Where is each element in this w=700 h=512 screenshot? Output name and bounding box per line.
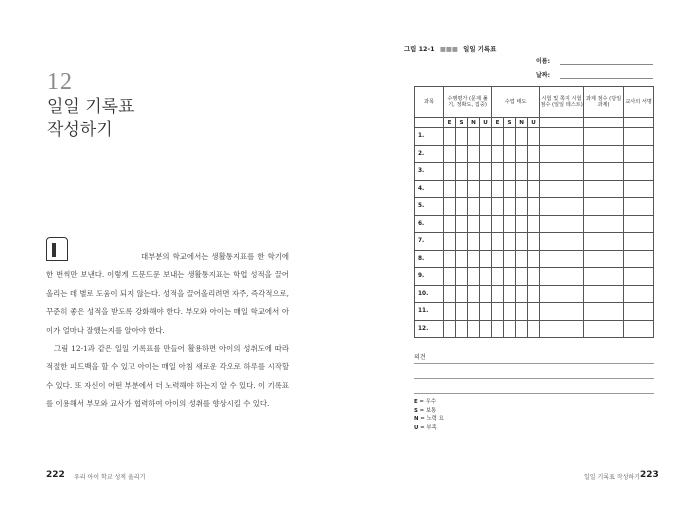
entry-cell[interactable] [456,145,468,163]
rating-letter: S [456,118,468,128]
entry-cell[interactable] [528,198,540,216]
entry-cell[interactable] [584,145,624,163]
entry-cell[interactable] [480,145,492,163]
chapter-body-text [46,248,289,414]
entry-cell[interactable] [492,145,504,163]
entry-cell[interactable] [468,180,480,198]
rating-letter: U [480,118,492,128]
entry-cell[interactable] [516,320,528,338]
row-number: 8. [415,250,444,268]
row-number: 3. [415,163,444,181]
entry-cell[interactable] [444,128,456,146]
entry-cell[interactable] [624,250,654,268]
entry-cell[interactable] [492,320,504,338]
header-subject: 과목 [415,87,444,118]
entry-cell[interactable] [540,285,584,303]
entry-cell[interactable] [584,303,624,321]
entry-cell[interactable] [504,145,516,163]
entry-cell[interactable] [528,268,540,286]
entry-cell[interactable] [468,145,480,163]
rating-letter: N [516,118,528,128]
figure-prefix: 그림 12-1 [404,45,435,53]
rating-letter: S [504,118,516,128]
entry-cell[interactable] [456,320,468,338]
header-homework: 과제 점수 (당일 과제) [584,87,624,118]
entry-cell[interactable] [444,268,456,286]
name-label: 이름: [536,58,550,65]
entry-cell[interactable] [516,163,528,181]
header-attitude: 수업 태도 [492,87,540,118]
entry-cell[interactable] [528,128,540,146]
entry-cell[interactable] [456,180,468,198]
rating-letter: E [492,118,504,128]
entry-cell[interactable] [516,285,528,303]
entry-cell[interactable] [480,215,492,233]
legend-item-u: U = 부족 [414,424,437,431]
entry-cell[interactable] [624,303,654,321]
entry-cell[interactable] [444,285,456,303]
entry-cell[interactable] [456,268,468,286]
entry-cell[interactable] [480,233,492,251]
entry-cell[interactable] [480,268,492,286]
entry-cell[interactable] [504,128,516,146]
entry-cell[interactable] [456,285,468,303]
entry-cell[interactable] [504,250,516,268]
entry-cell[interactable] [528,145,540,163]
entry-cell[interactable] [444,215,456,233]
entry-cell[interactable] [444,250,456,268]
entry-cell[interactable] [516,250,528,268]
legend-u-text: 부족 [426,424,437,431]
entry-cell[interactable] [504,233,516,251]
row-number: 2. [415,145,444,163]
entry-cell[interactable] [528,215,540,233]
entry-cell[interactable] [444,320,456,338]
entry-cell[interactable] [504,268,516,286]
entry-cell[interactable] [540,145,584,163]
entry-cell[interactable] [456,198,468,216]
entry-cell[interactable] [492,233,504,251]
entry-cell[interactable] [624,233,654,251]
entry-cell[interactable] [540,180,584,198]
chapter-title-line2: 작성하기 [47,120,113,140]
row-number: 6. [415,215,444,233]
rating-legend [414,398,444,432]
entry-cell[interactable] [504,198,516,216]
table-header-row [415,87,654,118]
figure-dots-icon: ■■■ [439,45,458,53]
entry-cell[interactable] [584,285,624,303]
entry-cell[interactable] [468,303,480,321]
entry-cell[interactable] [480,250,492,268]
entry-cell[interactable] [528,250,540,268]
opinion-line [414,363,654,364]
daily-record-table [414,86,654,338]
entry-cell[interactable] [584,180,624,198]
entry-cell[interactable] [528,180,540,198]
entry-cell[interactable] [504,285,516,303]
table-row [415,128,654,146]
entry-cell[interactable] [584,320,624,338]
entry-cell[interactable] [624,163,654,181]
table-row [415,268,654,286]
table-row [415,198,654,216]
rating-letter: N [468,118,480,128]
entry-cell[interactable] [584,250,624,268]
entry-cell[interactable] [456,303,468,321]
entry-cell[interactable] [492,303,504,321]
entry-cell[interactable] [444,163,456,181]
entry-cell[interactable] [468,128,480,146]
page-number-right: 223 [640,470,659,480]
entry-cell[interactable] [528,303,540,321]
entry-cell[interactable] [492,163,504,181]
entry-cell[interactable] [480,180,492,198]
row-number: 5. [415,198,444,216]
entry-cell[interactable] [528,233,540,251]
entry-cell[interactable] [516,303,528,321]
entry-cell[interactable] [468,215,480,233]
entry-cell[interactable] [540,233,584,251]
row-number: 1. [415,128,444,146]
entry-cell[interactable] [584,215,624,233]
entry-cell[interactable] [624,180,654,198]
entry-cell[interactable] [528,163,540,181]
blank-cell [415,118,444,128]
row-number: 7. [415,233,444,251]
entry-cell[interactable] [540,198,584,216]
entry-cell[interactable] [504,320,516,338]
rating-letter: U [528,118,540,128]
entry-cell[interactable] [624,285,654,303]
entry-cell[interactable] [516,215,528,233]
entry-cell[interactable] [516,268,528,286]
entry-cell[interactable] [492,128,504,146]
header-teacher: 교사의 서명 [624,87,654,118]
entry-cell[interactable] [624,128,654,146]
blank-cell [584,118,624,128]
entry-cell[interactable] [468,285,480,303]
entry-cell[interactable] [492,198,504,216]
entry-cell[interactable] [516,128,528,146]
figure-title: 일일 기록표 [463,45,497,53]
date-label: 날짜: [536,72,550,79]
entry-cell[interactable] [516,198,528,216]
legend-item-s: S = 보통 [414,407,437,414]
table-row [415,163,654,181]
blank-cell [624,118,654,128]
entry-cell[interactable] [492,180,504,198]
running-head-right: 일일 기록표 작성하기 [584,474,640,481]
entry-cell[interactable] [456,128,468,146]
entry-cell[interactable] [528,320,540,338]
legend-item-n: N = 노력 요 [414,416,444,423]
entry-cell[interactable] [540,215,584,233]
entry-cell[interactable] [480,303,492,321]
header-quiz: 시험 및 쪽지 시험 점수 (일일 테스트) [540,87,584,118]
opinion-line [414,378,654,379]
entry-cell[interactable] [504,180,516,198]
table-row [415,250,654,268]
entry-cell[interactable] [492,215,504,233]
entry-cell[interactable] [540,163,584,181]
entry-cell[interactable] [456,233,468,251]
entry-cell[interactable] [584,128,624,146]
table-row [415,180,654,198]
opinion-line [414,393,654,394]
entry-cell[interactable] [516,145,528,163]
entry-cell[interactable] [584,198,624,216]
entry-cell[interactable] [540,128,584,146]
table-row [415,320,654,338]
row-number: 4. [415,180,444,198]
entry-cell[interactable] [540,268,584,286]
entry-cell[interactable] [480,285,492,303]
entry-cell[interactable] [624,320,654,338]
page-number-left: 222 [46,470,65,480]
entry-cell[interactable] [492,250,504,268]
table-row [415,303,654,321]
body-paragraph-1: 대부분의 학교에서는 생활통지표를 한 학기에 한 번씩만 보낸다. 이렇게 드문드문 보내는 생활통지표는 학업 성적을 끌어올리는 데 별로 도움이 되지 않는다. 성적을 끌어올리려면 자주, 즉각적으로, 꾸준히 좋은 성적을 받도록 강화해야 한다. 부모와 아이는 매일 학교에서 아이가 얼마나 잘했는지를 알아야 한다. [46,252,289,335]
entry-cell[interactable] [624,198,654,216]
entry-cell[interactable] [456,215,468,233]
table-row [415,233,654,251]
body-paragraph-2: 그림 12-1과 같은 일일 기록표를 만들어 활용하면 아이의 성취도에 따라 적절한 피드백을 할 수 있고 아이는 매일 아침 새로운 각오로 하루를 시작할 수 있다. 또 자신이 어떤 부분에서 더 노력해야 하는지 알 수 있다. 이 기록표를 이용해서 부모와 교사가 협력하여 아이의 성취를 향상시킬 수 있다. [46,344,289,409]
entry-cell[interactable] [468,198,480,216]
blank-cell [540,118,584,128]
running-head-left: 우리 아이 학교 성적 올리기 [74,474,146,481]
opinion-label: 의견 [414,354,426,361]
legend-s-text: 보통 [425,407,437,414]
entry-cell[interactable] [444,180,456,198]
entry-cell[interactable] [456,250,468,268]
entry-cell[interactable] [492,285,504,303]
legend-item-e: E = 우수 [414,399,437,405]
table-row [415,215,654,233]
entry-cell[interactable] [624,215,654,233]
row-number: 10. [415,285,444,303]
rating-letter: E [444,118,456,128]
entry-cell[interactable] [584,233,624,251]
entry-cell[interactable] [468,320,480,338]
table-row [415,145,654,163]
entry-cell[interactable] [468,250,480,268]
entry-cell[interactable] [624,268,654,286]
entry-cell[interactable] [444,303,456,321]
legend-n-text: 노력 요 [426,416,444,423]
row-number: 11. [415,303,444,321]
rating-letters-row [415,118,654,128]
entry-cell[interactable] [480,128,492,146]
chapter-number: 12 [47,69,73,95]
entry-cell[interactable] [456,163,468,181]
header-performance: 수행평가 (문제 풀기, 정확도, 집중) [444,87,492,118]
figure-label [404,44,496,53]
entry-cell[interactable] [504,303,516,321]
entry-cell[interactable] [528,285,540,303]
entry-cell[interactable] [504,215,516,233]
entry-cell[interactable] [444,198,456,216]
chapter-title [47,96,135,142]
entry-cell[interactable] [624,145,654,163]
entry-cell[interactable] [444,233,456,251]
name-line [560,64,653,65]
entry-cell[interactable] [444,145,456,163]
entry-cell[interactable] [584,268,624,286]
entry-cell[interactable] [540,303,584,321]
entry-cell[interactable] [480,320,492,338]
table-row [415,285,654,303]
row-number: 12. [415,320,444,338]
entry-cell[interactable] [480,163,492,181]
entry-cell[interactable] [540,320,584,338]
entry-cell[interactable] [492,268,504,286]
date-line [560,78,653,79]
row-number: 9. [415,268,444,286]
legend-e-text: 우수 [425,399,437,405]
entry-cell[interactable] [504,163,516,181]
entry-cell[interactable] [516,233,528,251]
entry-cell[interactable] [468,233,480,251]
entry-cell[interactable] [584,163,624,181]
entry-cell[interactable] [480,198,492,216]
entry-cell[interactable] [468,163,480,181]
entry-cell[interactable] [468,268,480,286]
entry-cell[interactable] [516,180,528,198]
chapter-title-line1: 일일 기록표 [47,97,135,117]
entry-cell[interactable] [540,250,584,268]
